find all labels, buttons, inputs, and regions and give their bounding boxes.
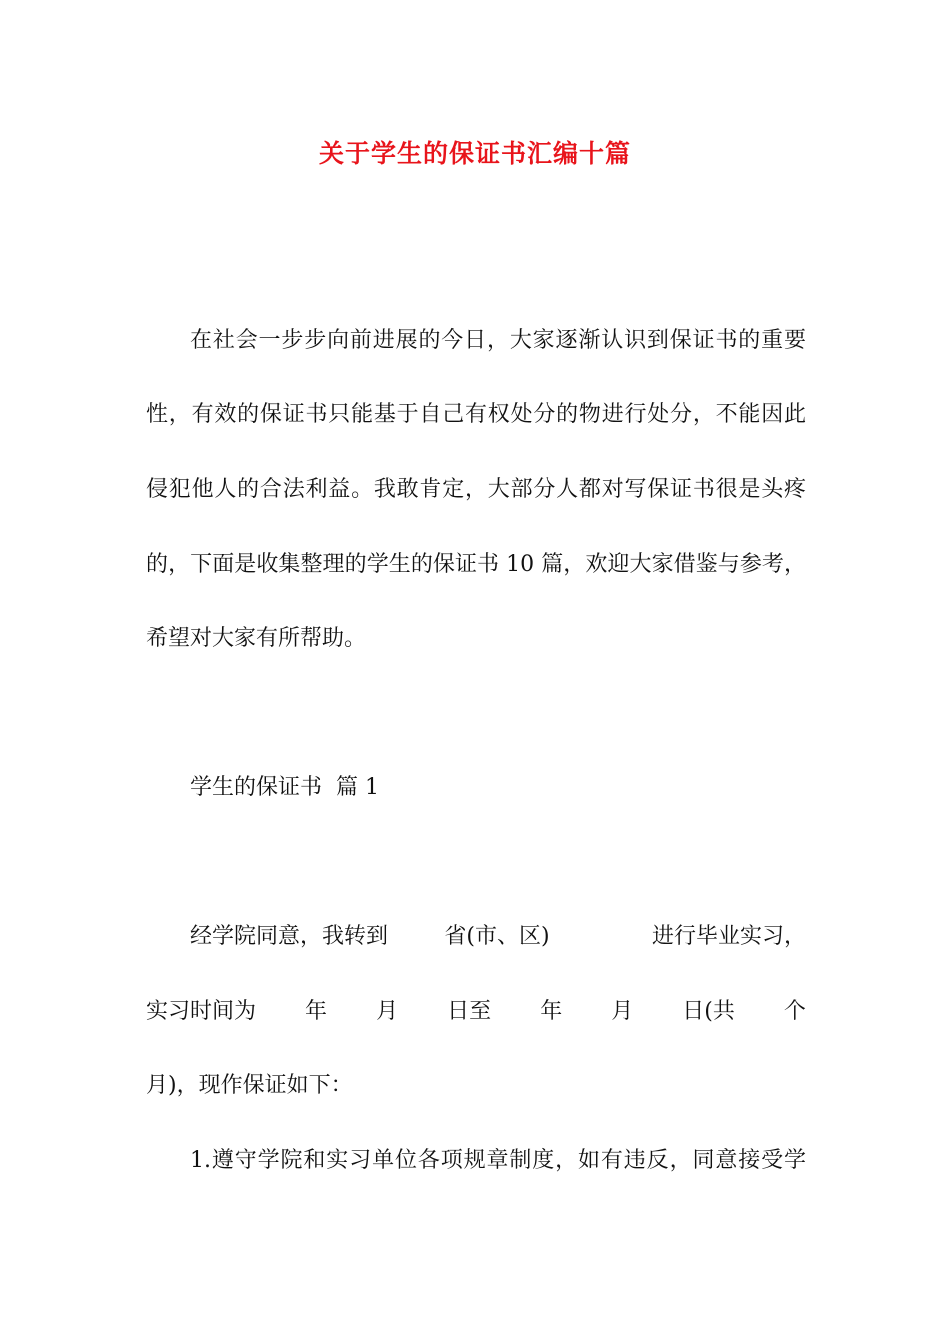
section1-line2-word: 实习时间为 (146, 999, 257, 1024)
section1-line2-word: 月 (376, 999, 399, 1024)
section1-line-4: 1.遵守学院和实习单位各项规章制度，如有违反，同意接受学 (190, 1148, 806, 1173)
intro-line-2: 性，有效的保证书只能基于自己有权处分的物进行处分，不能因此 (146, 402, 806, 427)
section1-line2-word: 月 (611, 999, 634, 1024)
section1-line2-word: 日(共 (682, 999, 735, 1024)
section1-line1-part-c: 进行毕业实习， (651, 924, 806, 949)
intro-line-1: 在社会一步步向前进展的今日，大家逐渐认识到保证书的重要 (190, 328, 806, 353)
section1-line2-word: 年 (540, 999, 563, 1024)
section-heading: 学生的保证书 篇 1 (190, 775, 379, 800)
intro-line-3: 侵犯他人的合法利益。我敢肯定，大部分人都对写保证书很是头疼 (146, 477, 806, 502)
section1-line1-part-a: 经学院同意，我转到 (190, 924, 389, 949)
section1-line2-word: 日至 (447, 999, 492, 1024)
section1-line2-word: 个 (783, 999, 806, 1024)
section1-line-2 (146, 997, 806, 1027)
section1-line-3: 月)，现作保证如下： (146, 1073, 353, 1098)
section1-line2-word: 年 (305, 999, 328, 1024)
section1-line1-part-b: 省(市、区) (444, 924, 550, 949)
intro-line-4: 的，下面是收集整理的学生的保证书 10 篇，欢迎大家借鉴与参考， (146, 552, 806, 577)
intro-line-5: 希望对大家有所帮助。 (146, 626, 367, 651)
document-title: 关于学生的保证书汇编十篇 (318, 139, 631, 168)
section1-line-1 (190, 922, 806, 952)
